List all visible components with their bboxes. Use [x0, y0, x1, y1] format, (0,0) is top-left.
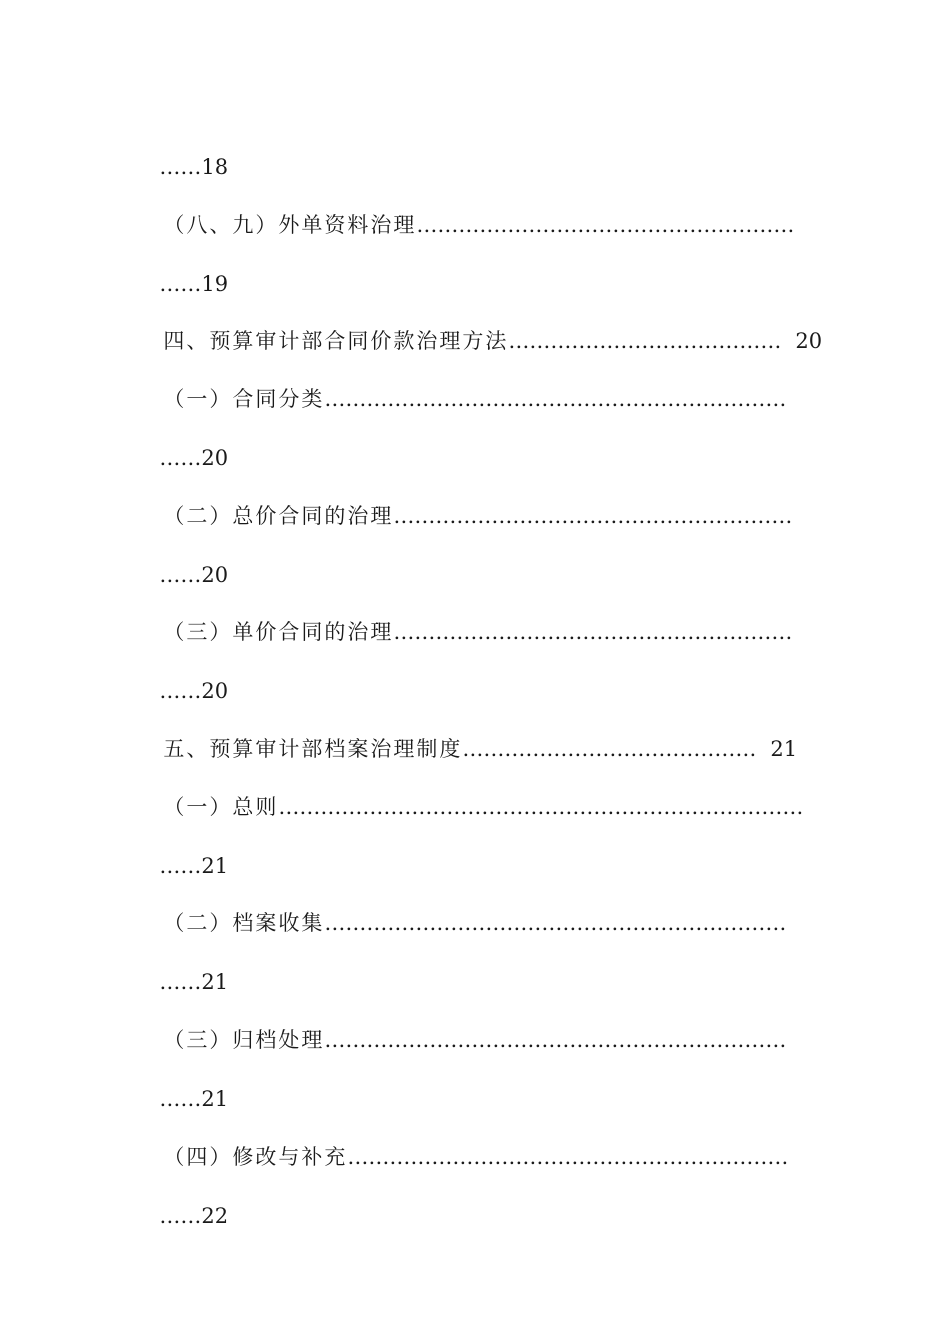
toc-page-text: ……20 [159, 563, 229, 587]
toc-leader-dots: ……………………………………………………… [347, 1145, 789, 1169]
toc-leader-dots: ………………………………………………… [393, 504, 793, 528]
toc-page-number: 20 [795, 329, 823, 353]
toc-page-text: ……22 [159, 1204, 229, 1228]
toc-leader-dots: ………………………………………………………… [324, 911, 787, 935]
toc-entry-title: （二）总价合同的治理 [163, 504, 394, 528]
toc-leader-dots: ………………………………………………… [393, 620, 793, 644]
toc-leader-dots: …………………………………… [462, 737, 757, 761]
toc-entry[interactable] [146, 762, 803, 822]
toc-page-text: ……18 [159, 155, 229, 179]
toc-continuation-page [146, 1171, 228, 1231]
toc-continuation-page [146, 413, 228, 473]
toc-entry[interactable] [146, 1112, 788, 1172]
toc-section-entry[interactable] [146, 704, 797, 764]
toc-page-text: ……21 [159, 1087, 229, 1111]
toc-page-number: 21 [770, 737, 798, 761]
toc-entry-title: （三）单价合同的治理 [163, 620, 394, 644]
toc-entry-title: （一）总则 [163, 795, 279, 819]
toc-continuation-page [146, 239, 228, 299]
toc-leader-dots: ………………………………………………………… [324, 387, 787, 411]
toc-continuation-page [146, 646, 228, 706]
toc-entry-title: （八、九）外单资料治理 [163, 213, 417, 237]
toc-entry-title: （四）修改与补充 [163, 1145, 348, 1169]
toc-leader-dots: ……………………………………………… [416, 213, 795, 237]
toc-leader-dots: ………………………………………………………… [324, 1028, 787, 1052]
toc-page-text: ……19 [159, 272, 229, 296]
toc-section-entry[interactable] [146, 296, 822, 356]
toc-entry-title: （二）档案收集 [163, 911, 325, 935]
toc-continuation-page [146, 937, 228, 997]
toc-continuation-page [146, 530, 228, 590]
toc-continuation-page [146, 122, 228, 182]
toc-entry[interactable] [146, 471, 792, 531]
toc-entry[interactable] [146, 180, 794, 240]
toc-continuation-page [146, 821, 228, 881]
toc-entry-title: （一）合同分类 [163, 387, 325, 411]
toc-page-text: ……21 [159, 970, 229, 994]
toc-page-text: ……20 [159, 446, 229, 470]
toc-entry-title: 四、预算审计部合同价款治理方法 [163, 329, 509, 353]
toc-page-text: ……21 [159, 854, 229, 878]
toc-entry-title: 五、预算审计部档案治理制度 [163, 737, 463, 761]
toc-page-text: ……20 [159, 679, 229, 703]
toc-entry[interactable] [146, 354, 786, 414]
toc-continuation-page [146, 1054, 228, 1114]
toc-entry[interactable] [146, 995, 786, 1055]
toc-entry[interactable] [146, 878, 786, 938]
toc-leader-dots: ………………………………………………………………… [278, 795, 804, 819]
toc-entry[interactable] [146, 587, 792, 647]
toc-leader-dots: ………………………………… [508, 329, 782, 353]
toc-entry-title: （三）归档处理 [163, 1028, 325, 1052]
